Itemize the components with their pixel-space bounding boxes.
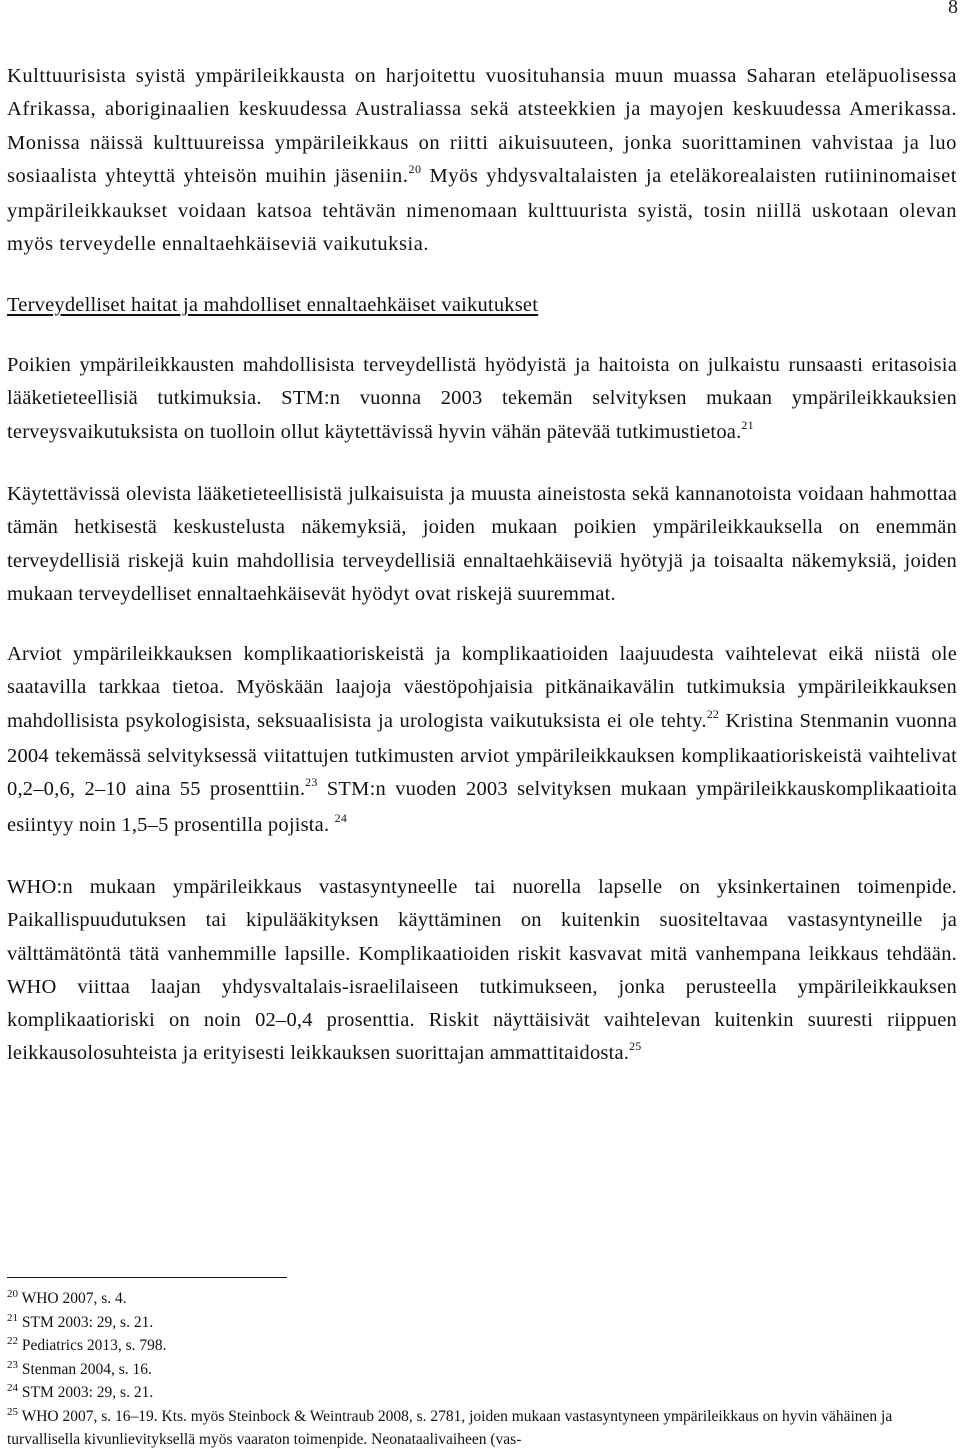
paragraph-text: Myös yhdysvaltalaisten ja eteläkorealaisten rutiininomaiset ympärileikkaukset voidaan katsoa tehtävän nimenomaan kulttuurista syistä, tosin niillä uskotaan olevan myös terveydelle ennaltaehkäiseviä vaikutuksia. (7, 164, 957, 256)
section-heading: Terveydelliset haitat ja mahdolliset ennaltaehkäiset vaikutukset (7, 293, 539, 316)
paragraph-text: Poikien ympärileikkausten mahdollisista terveydellistä hyödyistä ja haitoista on julkaistu runsaasti eritasoisia lääketieteellisiä tutkimuksia. STM:n vuonna 2003 tekemän selvityksen mukaan ympärileikkauksien terveysvaikutuksista on tuolloin ollut käytettävissä hyvin vähän pätevää tutkimustietoa. (7, 354, 957, 443)
footnote-reference: 22 (706, 706, 720, 721)
paragraph-views (7, 478, 957, 611)
paragraph-text: Kulttuurisista syistä ympärileikkausta on harjoitettu vuosituhansia muun muassa Saharan eteläpuolisessa Afrikassa, aboriginaalien keskuudessa Australiassa sekä atsteekkien ja mayojen keskuudessa Amerikassa. Monissa näissä kulttuureissa ympärileikkaus on riitti aikuisuuteen, jonka suorittaminen vahvistaa ja luo sosiaalista yhteyttä yhteisön muihin jäseniin. (7, 65, 957, 187)
paragraph-who (7, 871, 957, 1073)
paragraph-complications (7, 638, 957, 844)
footnote-25: $^{25}$ WHO 2007, s. 16–19. Kts. myös Steinbock & Weintraub 2008, s. 2781, joiden mukaan vastasyntyneen ympärileikkaus on hyvin vähäinen ja turvallisella kivunlievityksellä myös vaaraton toimenpide. Neonataalivaiheen (vas- (7, 1405, 893, 1448)
footnote-22: $^{22}$ Pediatrics 2013, s. 798. (7, 1335, 167, 1354)
page-number: 8 (948, 0, 958, 18)
paragraph-text: Kristina Stenmanin vuonna 2004 tekemässä selvityksessä viitattujen tutkimusten arviot ympärileikkauksen komplikaatioriskeistä vaihtelivat 0,2–0,6, 2–10 aina 55 prosenttiin. (7, 709, 957, 801)
paragraph-text: Käytettävissä olevista lääketieteellisistä julkaisuista ja muusta aineistosta sekä kannanotoista voidaan hahmottaa tämän hetkisestä keskustelusta näkemyksiä, joiden mukaan poikien ympärileikkauksella on enemmän terveydellisiä riskejä kuin mahdollisia terveydellisiä ennaltaehkäiseviä hyötyjä ja toisaalta näkemyksiä, joiden mukaan terveydelliset ennaltaehkäisevät hyödyt ovat riskejä suuremmat. (7, 482, 957, 605)
paragraph-text: STM:n vuoden 2003 selvityksen mukaan ympärileikkauskomplikaatioita esiintyy noin 1,5–5 prosentilla pojista. (7, 778, 957, 836)
document-body (7, 60, 957, 1100)
paragraph-research (7, 349, 957, 451)
footnote-reference: 24 (334, 810, 348, 825)
footnote-reference: 25 (629, 1039, 642, 1054)
footnote-separator (7, 1277, 287, 1278)
footnote-23: $^{23}$ Stenman 2004, s. 16. (7, 1358, 152, 1378)
footnote-reference: 23 (305, 775, 318, 790)
footnote-20: $^{20}$ WHO 2007, s. 4. (7, 1288, 127, 1307)
paragraph-culture (7, 60, 957, 262)
footnote-24: $^{24}$ STM 2003: 29, s. 21. (7, 1382, 154, 1401)
footnote-reference: 20 (408, 161, 422, 176)
footnotes (7, 1288, 955, 1452)
footnote-21: $^{21}$ STM 2003: 29, s. 21. (7, 1311, 154, 1331)
paragraph-text: Arviot ympärileikkauksen komplikaatioriskeistä ja komplikaatioiden laajuudesta vaihtelevat eikä niistä ole saatavilla tarkkaa tietoa. Myöskään laajoja väestöpohjaisia pitkänaikavälin tutkimuksia ympärileikkauksen mahdollisista psykologisista, seksuaalisista ja urologista vaikutuksista ei ole tehty. (7, 643, 957, 732)
paragraph-text: WHO:n mukaan ympärileikkaus vastasyntyneelle tai nuorella lapselle on yksinkertainen toimenpide. Paikallispuudutuksen tai kipulääkityksen käyttäminen on kuitenkin suositeltavaa vastasyntyneille ja välttämätöntä tätä vanhemmille lapsille. Komplikaatioiden riskit kasvavat mitä vanhempana leikkaus tehdään. WHO viittaa laajan yhdysvaltalais-israelilaiseen tutkimukseen, jonka perusteella ympärileikkauksen komplikaatioriski on noin 02–0,4 prosenttia. Riskit näyttäisivät vaihtelevan kuitenkin suuresti riippuen leikkausolosuhteista ja erityisesti leikkauksen suorittajan ammattitaidosta. (7, 875, 957, 1065)
footnote-reference: 21 (741, 417, 754, 432)
